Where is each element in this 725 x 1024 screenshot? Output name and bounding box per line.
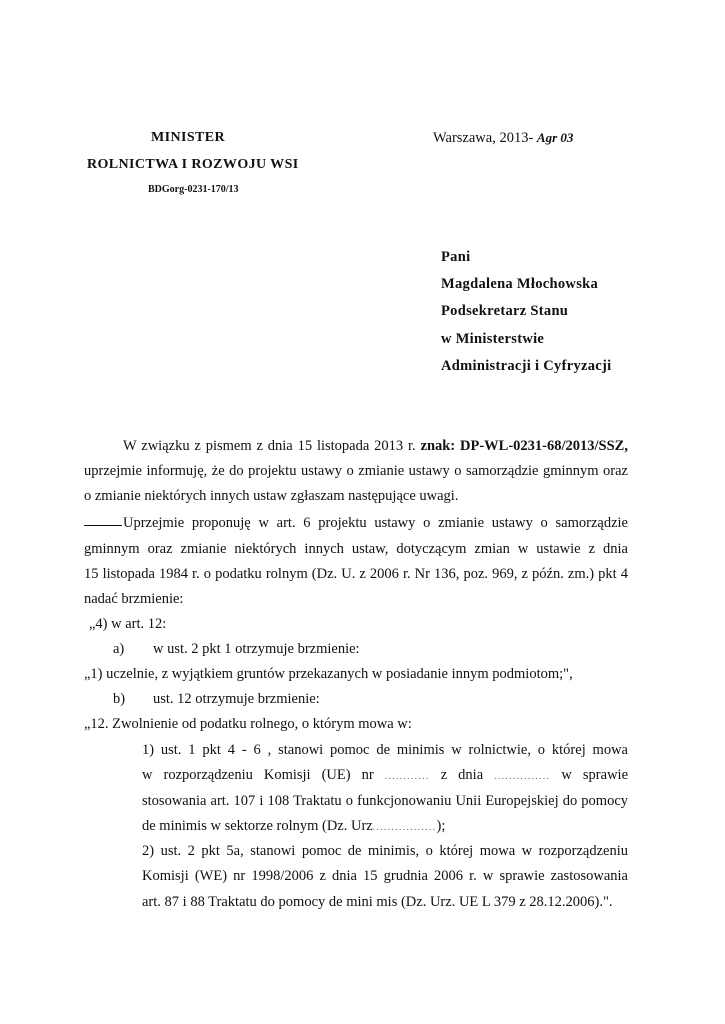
item-2-line-2: Komisji (WE) nr 1998/2006 z dnia 15 grudnia 2006 r. w sprawie zastosowania <box>142 868 628 884</box>
point-a-label: a) <box>113 641 125 657</box>
blank-number-dots: ............ <box>384 771 430 781</box>
item-1-line-2 <box>142 767 628 784</box>
proposal-line-2: gminnym oraz zmianie niektórych innych ustaw, dotyczącym zmian w ustawie z dnia <box>84 541 628 557</box>
intro-line1-text: W związku z pismem z dnia 15 listopada 2013 r. <box>123 438 416 454</box>
item-1-line-4 <box>142 818 445 835</box>
item1-line2-part-c: w sprawie <box>561 767 628 783</box>
item1-line2-part-b: z dnia <box>440 767 484 783</box>
intro-line-2: uprzejmie informuję, że do projektu ustawy o zmianie ustawy o samorządzie gminnym oraz <box>84 463 628 479</box>
recipient-institution-line1: w Ministerstwie <box>441 331 545 347</box>
item-1-line-1: 1) ust. 1 pkt 4 - 6 , stanowi pomoc de minimis w rolnictwie, o której mowa <box>142 742 628 758</box>
blank-journal-dots: ................. <box>372 822 437 832</box>
item-1-line-3: stosowania art. 107 i 108 Traktatu o funkcjonowaniu Unii Europejskiej do pomocy <box>142 793 628 809</box>
minister-heading: MINISTER <box>151 130 225 145</box>
intro-line-1 <box>123 438 628 455</box>
handwritten-date: Agr 03 <box>536 130 574 145</box>
item1-line4-part-b: ); <box>436 818 446 834</box>
intro-line-3: o zmianie niektórych innych ustaw zgłaszam następujące uwagi. <box>84 488 459 504</box>
recipient-position: Podsekretarz Stanu <box>441 303 569 319</box>
intro-reference: znak: DP-WL-0231-68/2013/SSZ, <box>420 438 628 454</box>
item-2-line-3: art. 87 i 88 Traktatu do pomocy de mini mis (Dz. Urz. UE L 379 z 28.12.2006).". <box>142 894 613 910</box>
point-b-quote: „12. Zwolnienie od podatku rolnego, o którym mowa w: <box>84 716 412 732</box>
recipient-institution-line2: Administracji i Cyfryzacji <box>441 358 612 374</box>
item1-line4-part-a: de minimis w sektorze rolnym (Dz. Urz <box>142 818 373 834</box>
point-a-quote: „1) uczelnie, z wyjątkiem gruntów przekazanych w posiadanie innym podmiotom;", <box>84 666 573 682</box>
blank-date-dots: ............... <box>494 771 551 781</box>
point-b-text: ust. 12 otrzymuje brzmienie: <box>153 691 320 707</box>
recipient-salutation: Pani <box>441 249 471 265</box>
article-heading: „4) w art. 12: <box>89 616 167 632</box>
proposal-line-4: nadać brzmienie: <box>84 591 184 607</box>
ministry-name: ROLNICTWA I ROZWOJU WSI <box>87 157 299 172</box>
place-date-text: Warszawa, 2013- <box>433 130 534 146</box>
proposal-line-3: 15 listopada 1984 r. o podatku rolnym (Dz. U. z 2006 r. Nr 136, poz. 969, z późn. zm.) pkt 4 <box>84 566 628 582</box>
place-date <box>433 130 573 147</box>
point-a-text: w ust. 2 pkt 1 otrzymuje brzmienie: <box>153 641 360 657</box>
paragraph-underline <box>84 525 122 526</box>
point-b-label: b) <box>113 691 126 707</box>
reference-number: BDGorg-0231-170/13 <box>148 184 239 195</box>
recipient-name: Magdalena Młochowska <box>441 276 599 292</box>
item-2-line-1: 2) ust. 2 pkt 5a, stanowi pomoc de minimis, o której mowa w rozporządzeniu <box>142 843 628 859</box>
item1-line2-part-a: w rozporządzeniu Komisji (UE) nr <box>142 767 374 783</box>
proposal-line-1: Uprzejmie proponuję w art. 6 projektu ustawy o zmianie ustawy o samorządzie <box>123 515 628 531</box>
